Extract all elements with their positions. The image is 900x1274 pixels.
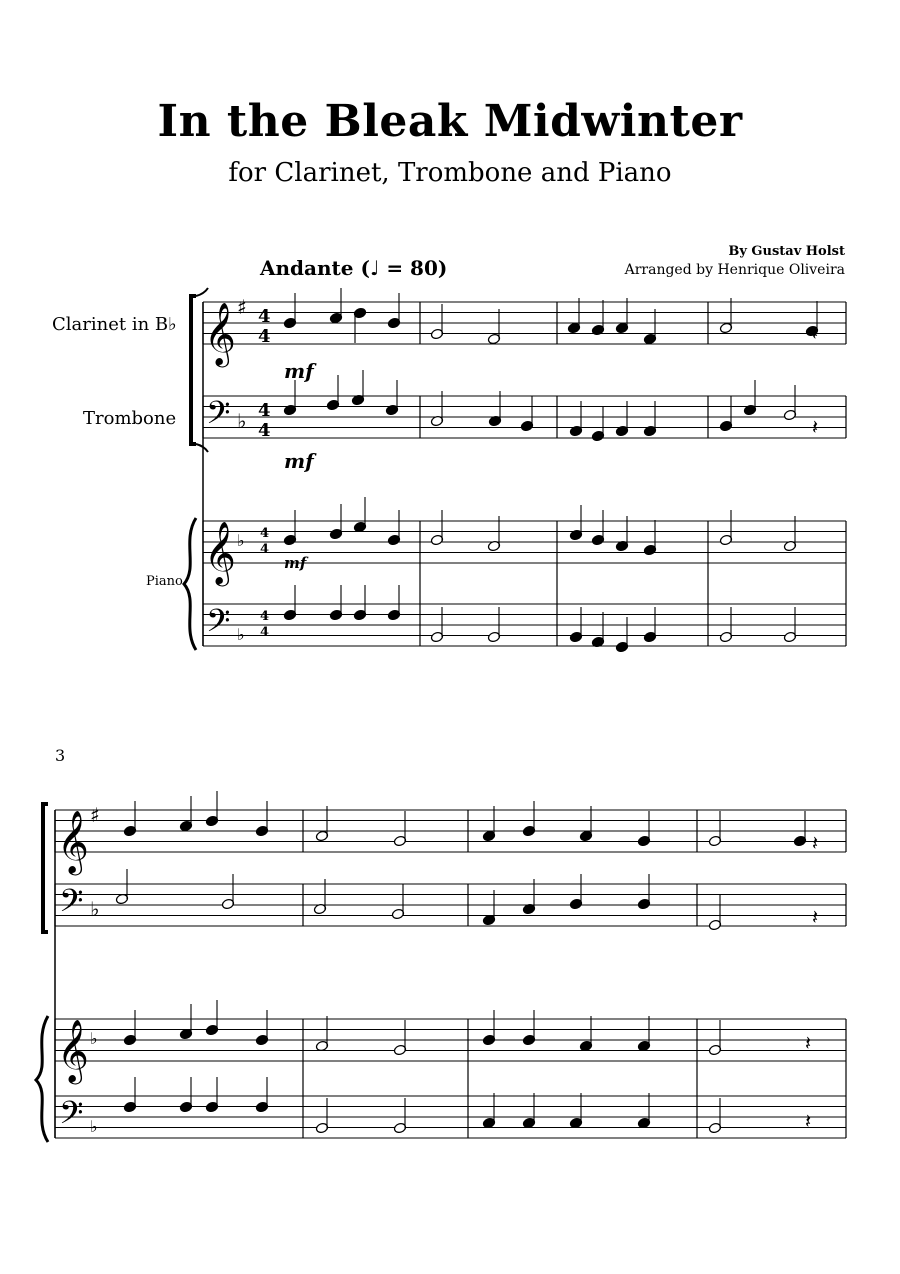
time-signature-icon: 4 [258, 306, 271, 327]
quarter-rest-icon: 𝄽 [812, 831, 819, 855]
measure-number: 3 [55, 746, 66, 765]
score-title: In the Bleak Midwinter [157, 96, 743, 147]
flat-icon: ♭ [90, 1117, 98, 1136]
treble-clef-icon: 𝄞 [204, 302, 236, 365]
piano-brace [184, 518, 196, 650]
bass-clef-icon: 𝄢 [59, 1094, 84, 1139]
instrument-label-clarinet: Clarinet in B♭ [52, 314, 177, 335]
bass-clef-icon: 𝄢 [206, 602, 231, 647]
quarter-rest-icon: 𝄽 [805, 1031, 812, 1055]
treble-clef-icon: 𝄞 [57, 1019, 89, 1082]
dynamic-mf-clarinet: mf [284, 359, 314, 383]
time-signature-icon: 4 [258, 400, 271, 421]
dynamic-mf-piano: mf [284, 554, 307, 572]
sharp-icon: ♯ [90, 803, 100, 827]
quarter-note-icon: ♩ [369, 256, 380, 280]
bracket-hook [196, 288, 208, 296]
flat-icon: ♭ [90, 1029, 98, 1048]
treble-clef-icon: 𝄞 [57, 810, 89, 873]
bass-clef-icon: 𝄢 [206, 394, 231, 439]
piano-brace [36, 1016, 48, 1142]
instrument-label-trombone: Trombone [83, 408, 177, 429]
time-signature-icon: 4 [260, 526, 270, 541]
instrument-label-piano: Piano [146, 574, 183, 589]
arranger-credit: Arranged by Henrique Oliveira [624, 262, 845, 278]
wind-bracket [43, 804, 48, 932]
bracket-hook [196, 444, 208, 452]
sharp-icon: ♯ [237, 295, 247, 319]
flat-icon: ♭ [237, 625, 245, 644]
dynamic-mf-trombone: mf [284, 449, 314, 473]
time-signature-icon: 4 [260, 609, 270, 624]
score-subtitle: for Clarinet, Trombone and Piano [228, 158, 672, 188]
quarter-rest-icon: 𝄽 [812, 905, 819, 929]
flat-icon: ♭ [237, 409, 247, 433]
flat-icon: ♭ [237, 531, 245, 550]
time-signature-icon: 4 [260, 625, 270, 640]
system-brackets [36, 288, 208, 1142]
flat-icon: ♭ [90, 897, 100, 921]
time-signature-icon: 4 [260, 542, 270, 557]
tempo-text: Andante ( [260, 256, 370, 280]
bass-clef-icon: 𝄢 [59, 882, 84, 927]
wind-bracket [191, 296, 196, 444]
quarter-rest-icon: 𝄽 [812, 415, 819, 439]
tempo-value: = 80) [379, 256, 448, 280]
quarter-rest-icon: 𝄽 [805, 1109, 812, 1133]
treble-clef-icon: 𝄞 [204, 521, 236, 584]
time-signature-icon: 4 [258, 326, 271, 347]
time-signature-icon: 4 [258, 420, 271, 441]
composer-credit: By Gustav Holst [728, 244, 845, 259]
